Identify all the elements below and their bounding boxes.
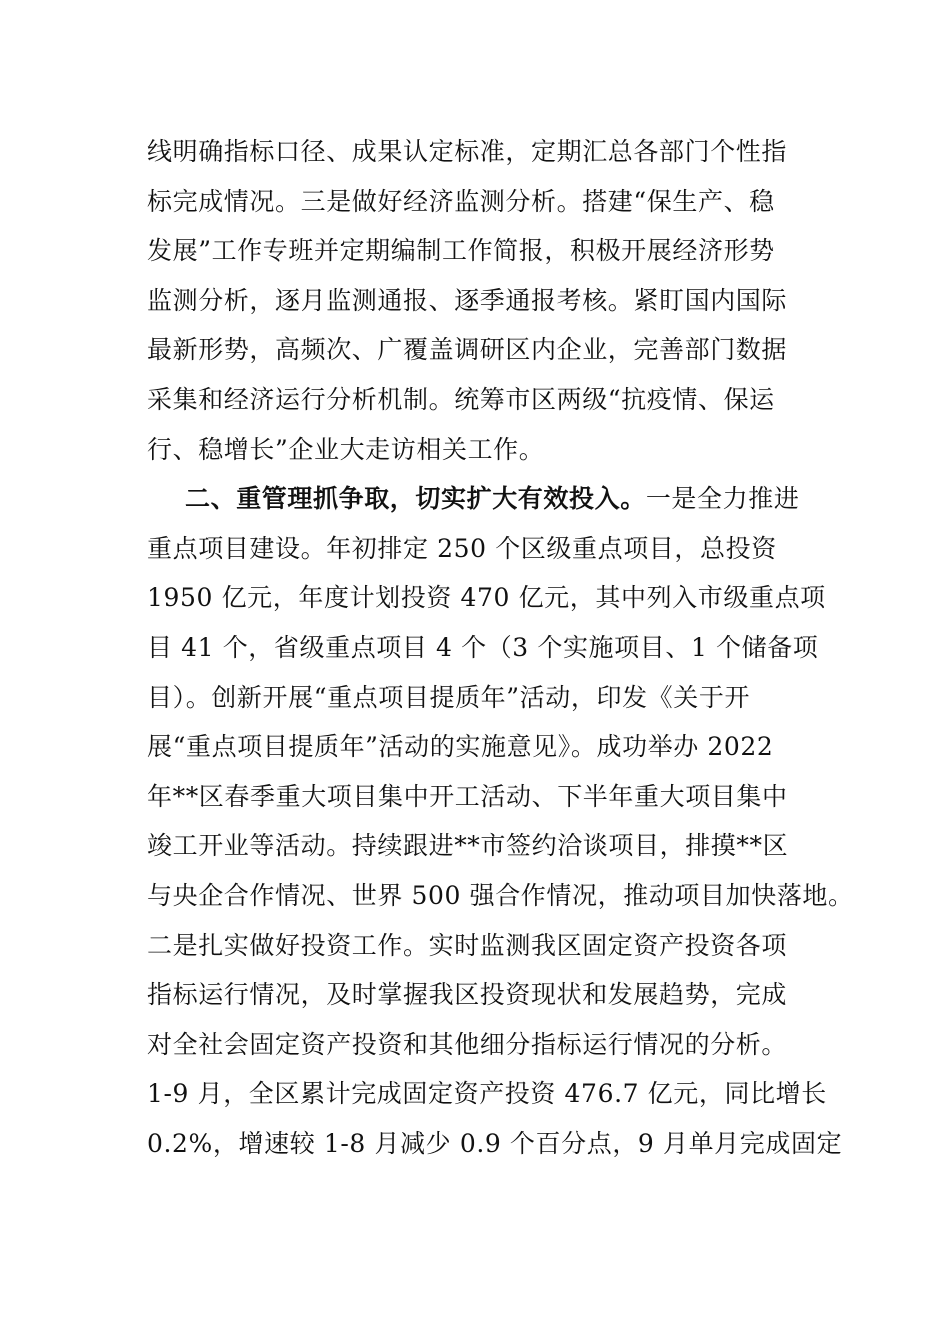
text-line: 目 41 个，省级重点项目 4 个（3 个实施项目、1 个储备项: [147, 632, 819, 662]
text-line: 指标运行情况，及时掌握我区投资现状和发展趋势，完成: [147, 980, 788, 1010]
text-line: 对全社会固定资产投资和其他细分指标运行情况的分析。: [147, 1029, 788, 1059]
text-line: 0.2%，增速较 1-8 月减少 0.9 个百分点，9 月单月完成固定: [147, 1128, 843, 1158]
text-line: 最新形势，高频次、广覆盖调研区内企业，完善部门数据: [147, 335, 788, 365]
body-text: [147, 127, 854, 1168]
text-line: 年**区春季重大项目集中开工活动、下半年重大项目集中: [147, 781, 788, 811]
text-line: 行、稳增长”企业大走访相关工作。: [147, 434, 545, 464]
text-line: 监测分析，逐月监测通报、逐季通报考核。紧盯国内国际: [147, 285, 788, 315]
text-line: 重点项目建设。年初排定 250 个区级重点项目，总投资: [147, 533, 777, 563]
text-line: 二是扎实做好投资工作。实时监测我区固定资产投资各项: [147, 930, 788, 960]
text-line: 标完成情况。三是做好经济监测分析。搭建“保生产、稳: [147, 186, 775, 216]
section-heading: 二、重管理抓争取，切实扩大有效投入。: [185, 484, 646, 514]
text-line: 展“重点项目提质年”活动的实施意见》。成功举办 2022: [147, 732, 774, 762]
text-line: 1950 亿元，年度计划投资 470 亿元，其中列入市级重点项: [147, 583, 826, 613]
text-line: 目）。创新开展“重点项目提质年”活动，印发《关于开: [147, 682, 751, 712]
text-line: 1-9 月，全区累计完成固定资产投资 476.7 亿元，同比增长: [147, 1079, 827, 1109]
paragraph-first-line: [147, 474, 807, 524]
text-line: 线明确指标口径、成果认定标准，定期汇总各部门个性指: [147, 137, 788, 166]
text-line: 竣工开业等活动。持续跟进**市签约洽谈项目，排摸**区: [147, 831, 789, 861]
text-line: 与央企合作情况、世界 500 强合作情况，推动项目加快落地。: [147, 880, 854, 910]
text-line: 发展”工作专班并定期编制工作简报，积极开展经济形势: [147, 236, 775, 266]
text-line: 采集和经济运行分析机制。统筹市区两级“抗疫情、保运: [147, 384, 775, 414]
text-run: 一是全力推进: [645, 484, 800, 514]
